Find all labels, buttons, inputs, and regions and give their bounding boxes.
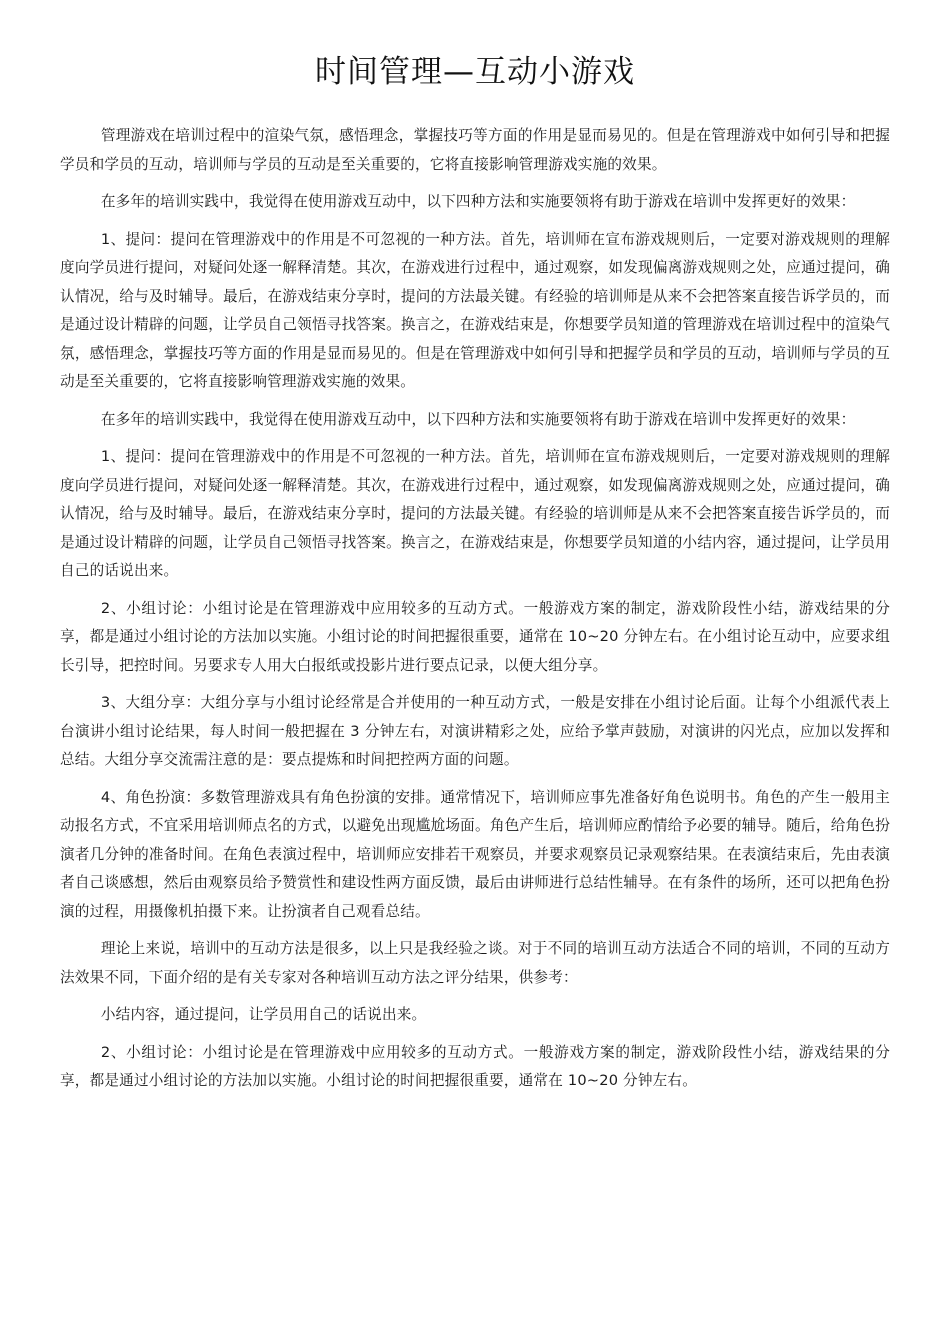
paragraph-role-play: 4、角色扮演：多数管理游戏具有角色扮演的安排。通常情况下，培训师应事先准备好角色说明书。角色的产生一般用主动报名方式，不宜采用培训师点名的方式，以避免出现尴尬场面。角色产生后，培训师应酌情给予必要的辅导。随后，给角色扮演者几分钟的准备时间。在角色表演过程中，培训师应安排若干观察员，并要求观察员记录观察结果。在表演结束后，先由表演者自己谈感想，然后由观察员给予赞赏性和建设性两方面反馈，最后由讲师进行总结性辅导。在有条件的场所，还可以把角色扮演的过程，用摄像机拍摄下来。让扮演者自己观看总结。: [60, 788, 890, 920]
paragraph-group-discussion: 2、小组讨论：小组讨论是在管理游戏中应用较多的互动方式。一般游戏方案的制定，游戏阶段性小结，游戏结果的分享，都是通过小组讨论的方法加以实施。小组讨论的时间把握很重要，通常在 10~20 分钟左右。在小组讨论互动中，应要求组长引导，把控时间。另要求专人用大白报纸或投影片进行要点记录，以便大组分享。: [60, 599, 890, 674]
paragraph-theory: 理论上来说，培训中的互动方法是很多，以上只是我经验之谈。对于不同的培训互动方法适合不同的培训，不同的互动方法效果不同，下面介绍的是有关专家对各种培训互动方法之评分结果，供参考：: [60, 940, 890, 986]
paragraph-methods-intro-repeat: 在多年的培训实践中，我觉得在使用游戏互动中，以下四种方法和实施要领将有助于游戏在培训中发挥更好的效果：: [100, 410, 856, 428]
document-title: 时间管理—互动小游戏: [315, 54, 635, 90]
paragraph-group-discussion-repeat: 2、小组讨论：小组讨论是在管理游戏中应用较多的互动方式。一般游戏方案的制定，游戏阶段性小结，游戏结果的分享，都是通过小组讨论的方法加以实施。小组讨论的时间把握很重要，通常在 10~20 分钟左右。: [60, 1043, 890, 1089]
paragraph-questioning: 1、提问：提问在管理游戏中的作用是不可忽视的一种方法。首先，培训师在宣布游戏规则后，一定要对游戏规则的理解度向学员进行提问，对疑问处逐一解释清楚。其次，在游戏进行过程中，通过观察，如发现偏离游戏规则之处，应通过提问，确认情况，给与及时辅导。最后，在游戏结束分享时，提问的方法最关键。有经验的培训师是从来不会把答案直接告诉学员的，而是通过设计精辟的问题，让学员自己领悟寻找答案。换言之，在游戏结束是，你想要学员知道的管理游戏在培训过程中的渲染气氛，感悟理念，掌握技巧等方面的作用是显而易见的。但是在管理游戏中如何引导和把握学员和学员的互动，培训师与学员的互动是至关重要的，它将直接影响管理游戏实施的效果。: [60, 230, 890, 390]
paragraph-summary: 小结内容，通过提问，让学员用自己的话说出来。: [100, 1006, 427, 1023]
paragraph-group-sharing: 3、大组分享：大组分享与小组讨论经常是合并使用的一种互动方式，一般是安排在小组讨论后面。让每个小组派代表上台演讲小组讨论结果，每人时间一般把握在 3 分钟左右，对演讲精彩之处，应给予掌声鼓励，对演讲的闪光点，应加以发挥和总结。大组分享交流需注意的是：要点提炼和时间把控两方面的问题。: [60, 694, 890, 768]
paragraph-intro: 管理游戏在培训过程中的渲染气氛，感悟理念，掌握技巧等方面的作用是显而易见的。但是在管理游戏中如何引导和把握学员和学员的互动，培训师与学员的互动是至关重要的，它将直接影响管理游戏实施的效果。: [60, 127, 890, 173]
paragraph-methods-intro: 在多年的培训实践中，我觉得在使用游戏互动中，以下四种方法和实施要领将有助于游戏在培训中发挥更好的效果：: [100, 193, 856, 210]
paragraph-questioning-repeat: 1、提问：提问在管理游戏中的作用是不可忽视的一种方法。首先，培训师在宣布游戏规则后，一定要对游戏规则的理解度向学员进行提问，对疑问处逐一解释清楚。其次，在游戏进行过程中，通过观察，如发现偏离游戏规则之处，应通过提问，确认情况，给与及时辅导。最后，在游戏结束分享时，提问的方法最关键。有经验的培训师是从来不会把答案直接告诉学员的，而是通过设计精辟的问题，让学员自己领悟寻找答案。换言之，在游戏结束是，你想要学员知道的小结内容，通过提问，让学员用自己的话说出来。: [60, 448, 890, 579]
